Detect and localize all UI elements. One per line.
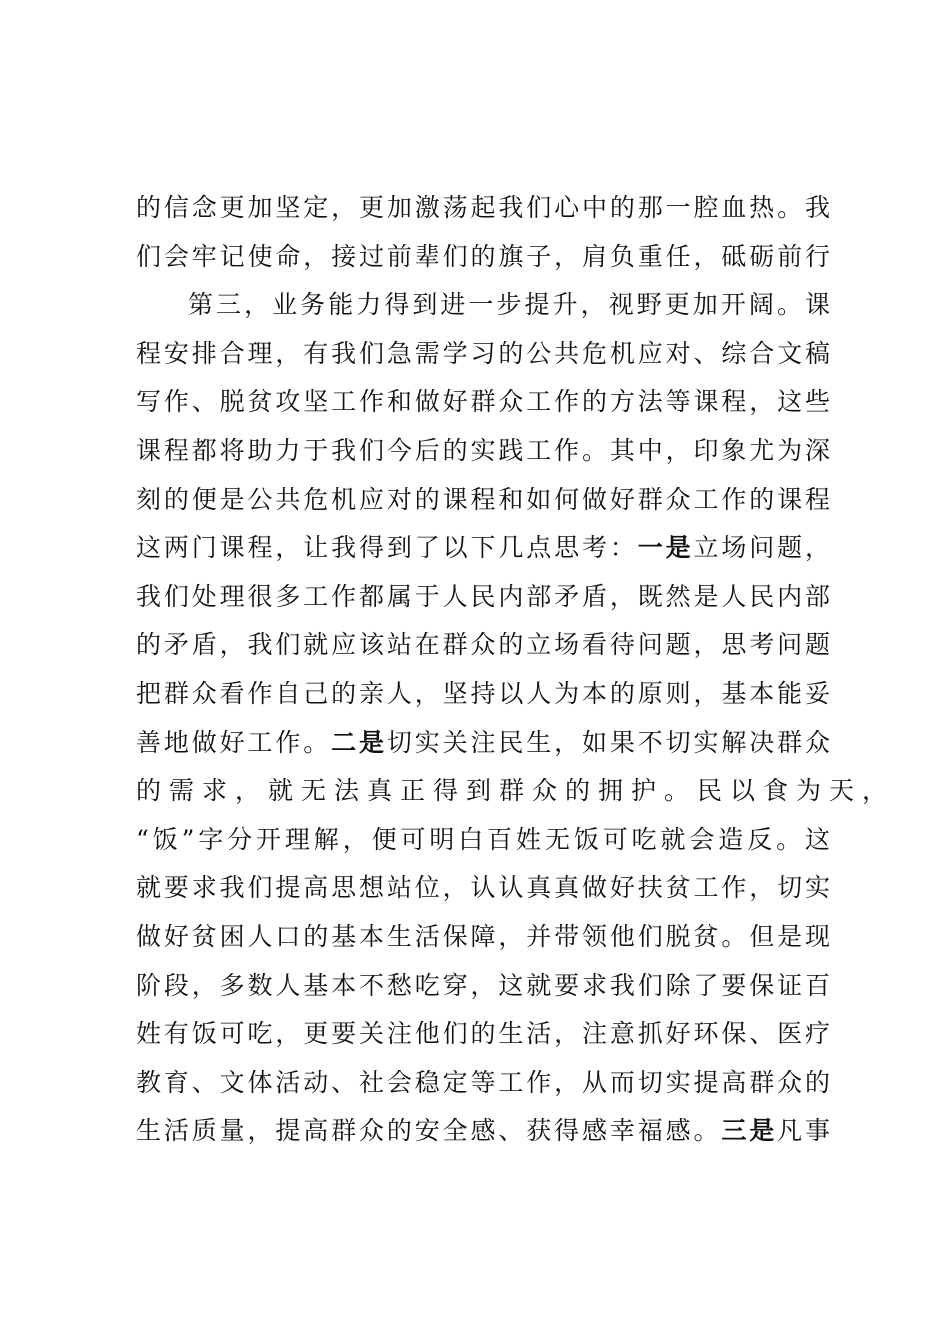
text-line <box>136 670 830 719</box>
text-segment: 第三，业务能力得到进一步提升，视野更加开阔。课 <box>188 290 830 320</box>
text-line <box>136 719 830 768</box>
text-segment: 程安排合理，有我们急需学习的公共危机应对、综合文稿 <box>136 338 830 368</box>
text-line <box>136 1059 830 1108</box>
text-line <box>136 281 830 330</box>
text-segment: 们会牢记使命，接过前辈们的旗子，肩负重任，砥砺前行 <box>136 241 830 271</box>
text-line <box>136 233 830 282</box>
text-segment: 的需求，就无法真正得到群众的拥护。民以食为天， <box>136 776 896 806</box>
text-segment: 教育、文体活动、社会稳定等工作，从而切实提高群众的 <box>136 1067 830 1097</box>
text-line <box>136 476 830 525</box>
text-segment: “饭”字分开理解，便可明白百姓无饭可吃就会造反。这 <box>136 824 830 854</box>
text-line <box>136 427 830 476</box>
text-line <box>136 1107 830 1156</box>
text-line <box>136 621 830 670</box>
text-segment: 善地做好工作。 <box>136 727 332 757</box>
text-line <box>136 864 830 913</box>
text-line <box>136 573 830 622</box>
text-segment: 的矛盾，我们就应该站在群众的立场看待问题，思考问题 <box>136 630 830 660</box>
text-segment: 姓有饭可吃，更要关注他们的生活，注意抓好环保、医疗 <box>136 1019 830 1049</box>
text-line <box>136 816 830 865</box>
bold-heading-marker: 三是 <box>721 1116 778 1146</box>
text-line <box>136 962 830 1011</box>
bold-heading-marker: 一是 <box>637 533 694 563</box>
bold-heading-marker: 二是 <box>331 727 387 757</box>
text-segment: 切实关注民生，如果不切实解决群众 <box>386 727 830 757</box>
text-segment: 写作、脱贫攻坚工作和做好群众工作的方法等课程，这些 <box>136 387 830 417</box>
text-segment: 立场问题， <box>693 533 830 563</box>
text-segment: 生活质量，提高群众的安全感、获得感幸福感。 <box>136 1116 722 1146</box>
text-segment: 阶段，多数人基本不愁吃穿，这就要求我们除了要保证百 <box>136 970 830 1000</box>
text-line <box>136 913 830 962</box>
text-segment: 刻的便是公共危机应对的课程和如何做好群众工作的课程 <box>136 484 830 514</box>
text-line <box>136 1010 830 1059</box>
text-segment: 凡事 <box>777 1116 830 1146</box>
text-segment: 做好贫困人口的基本生活保障，并带领他们脱贫。但是现 <box>136 921 830 951</box>
text-segment: 把群众看作自己的亲人，坚持以人为本的原则，基本能妥 <box>136 678 830 708</box>
text-line <box>136 330 830 379</box>
document-body-text <box>136 184 896 1156</box>
document-page <box>136 184 896 1156</box>
text-line <box>136 767 896 816</box>
text-line <box>136 184 830 233</box>
text-segment: 的信念更加坚定，更加激荡起我们心中的那一腔血热。我 <box>136 193 830 222</box>
text-segment: 课程都将助力于我们今后的实践工作。其中，印象尤为深 <box>136 435 830 465</box>
text-segment: 这两门课程，让我得到了以下几点思考： <box>136 533 638 563</box>
text-line <box>136 378 830 427</box>
text-segment: 就要求我们提高思想站位，认认真真做好扶贫工作，切实 <box>136 873 830 903</box>
text-line <box>136 524 830 573</box>
text-segment: 我们处理很多工作都属于人民内部矛盾，既然是人民内部 <box>136 581 830 611</box>
